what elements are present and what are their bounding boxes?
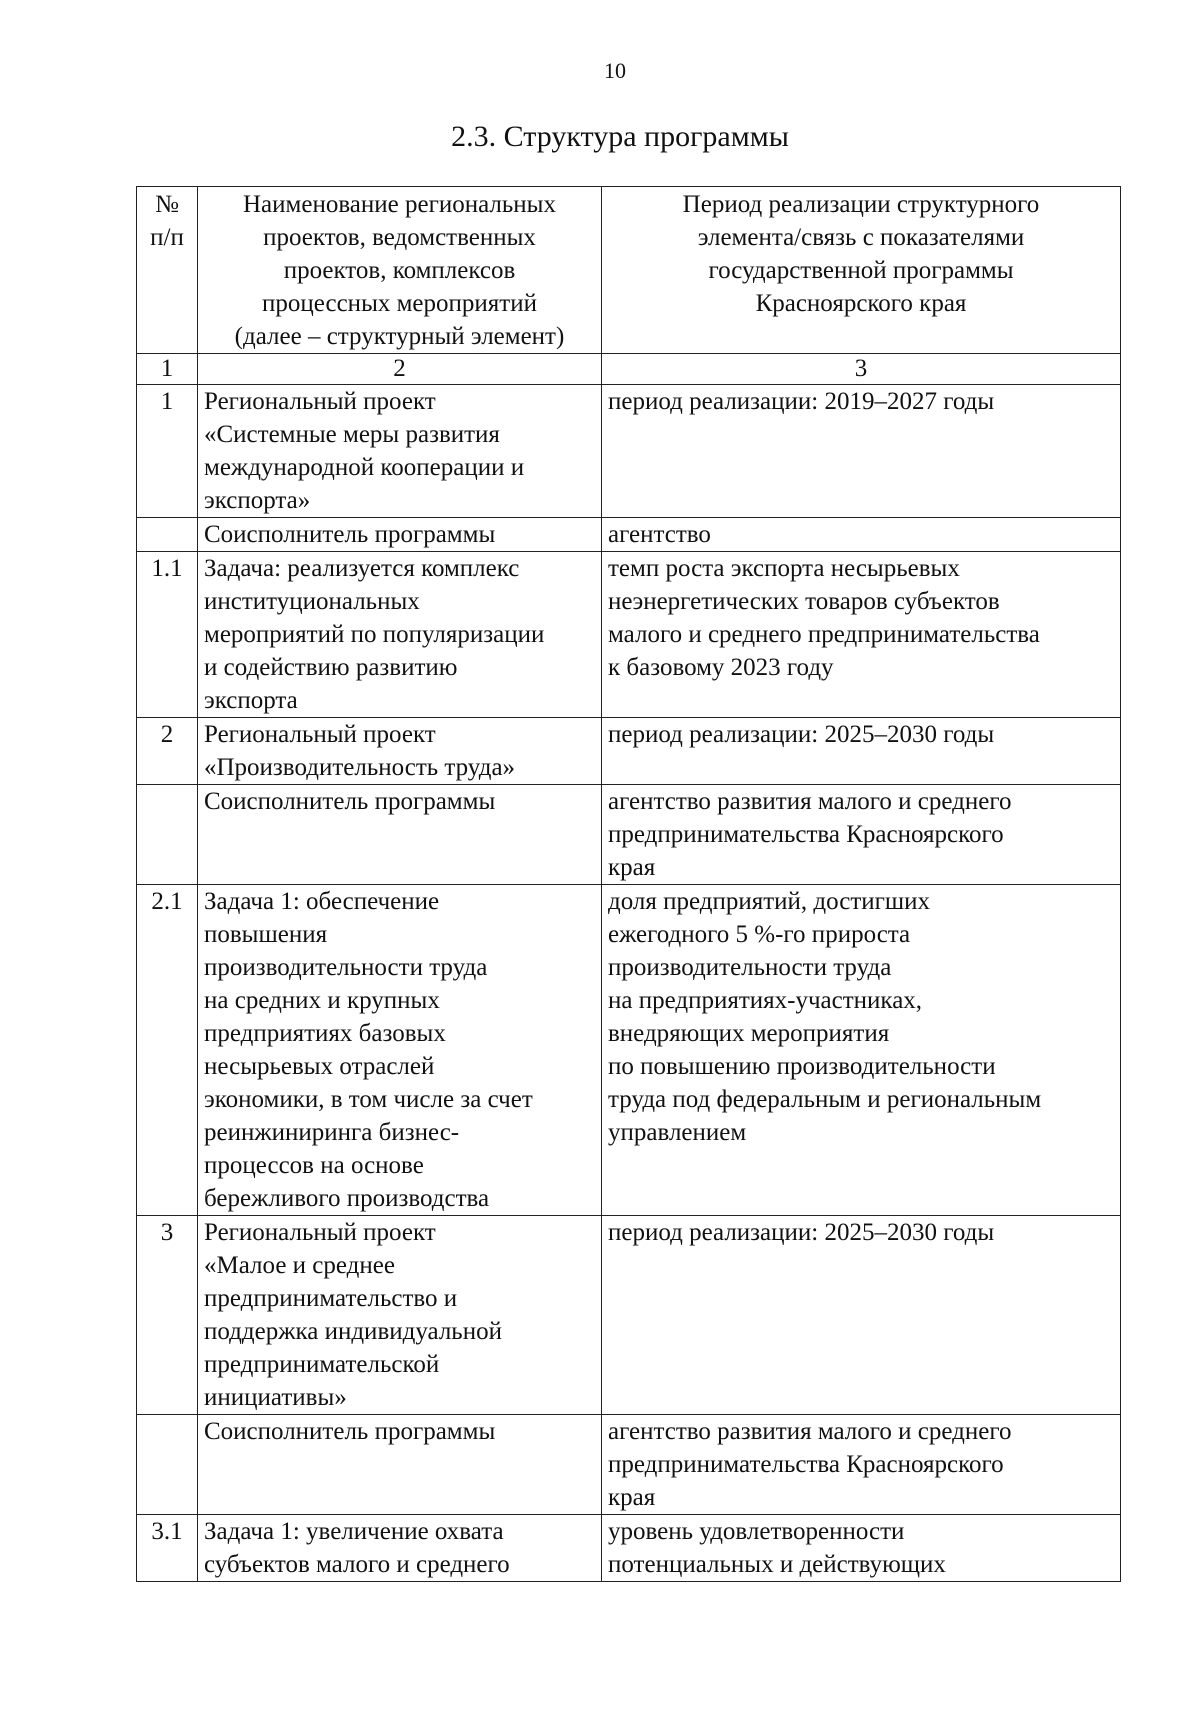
row-number: 3 [137, 1216, 198, 1415]
period-cell: период реализации: 2019–2027 годы [602, 385, 1121, 518]
table-row [137, 552, 1121, 718]
row-number: 1 [137, 385, 198, 518]
row-number: 2.1 [137, 885, 198, 1216]
element-name-cell: Региональный проект «Производительность труда» [198, 718, 602, 785]
header-number: № п/п [137, 187, 198, 354]
period-cell: агентство [602, 518, 1121, 552]
table-row [137, 518, 1121, 552]
period-cell: период реализации: 2025–2030 годы [602, 718, 1121, 785]
table-row [137, 885, 1121, 1216]
row-number: 3.1 [137, 1515, 198, 1582]
table-header-row [137, 187, 1121, 354]
element-name-cell: Задача 1: увеличение охвата субъектов малого и среднего [198, 1515, 602, 1582]
column-index-2: 2 [198, 354, 602, 385]
table-row [137, 785, 1121, 885]
period-cell: период реализации: 2025–2030 годы [602, 1216, 1121, 1415]
element-name-cell: Региональный проект «Системные меры развития международной кооперации и экспорта» [198, 385, 602, 518]
table-row [137, 1216, 1121, 1415]
row-number [137, 785, 198, 885]
program-structure-table [136, 186, 1121, 1582]
table-row [137, 1515, 1121, 1582]
element-name-cell: Соисполнитель программы [198, 785, 602, 885]
element-name-cell: Региональный проект «Малое и среднее предпринимательство и поддержка индивидуальной предпринимательской инициативы» [198, 1216, 602, 1415]
element-name-cell: Задача 1: обеспечение повышения производительности труда на средних и крупных предприятиях базовых несырьевых отраслей экономики, в том числе за счет реинжиниринга бизнес- процессов на основе бережливого производства [198, 885, 602, 1216]
header-element-name: Наименование региональных проектов, ведомственных проектов, комплексов процессных мероприятий (далее – структурный элемент) [198, 187, 602, 354]
row-number [137, 1415, 198, 1515]
period-cell: темп роста экспорта несырьевых неэнергетических товаров субъектов малого и среднего предпринимательства к базовому 2023 году [602, 552, 1121, 718]
column-index-1: 1 [137, 354, 198, 385]
header-period: Период реализации структурного элемента/связь с показателями государственной программы Красноярского края [602, 187, 1121, 354]
table-row [137, 1415, 1121, 1515]
element-name-cell: Соисполнитель программы [198, 518, 602, 552]
column-index-3: 3 [602, 354, 1121, 385]
section-title: 2.3. Структура программы [451, 120, 789, 153]
element-name-cell: Соисполнитель программы [198, 1415, 602, 1515]
element-name-cell: Задача: реализуется комплекс институциональных мероприятий по популяризации и содействию развитию экспорта [198, 552, 602, 718]
period-cell: доля предприятий, достигших ежегодного 5 %-го прироста производительности труда на предприятиях-участниках, внедряющих мероприятия по повышению производительности труда под федеральным и региональным управлением [602, 885, 1121, 1216]
column-index-row [137, 354, 1121, 385]
period-cell: агентство развития малого и среднего предпринимательства Красноярского края [602, 1415, 1121, 1515]
row-number: 1.1 [137, 552, 198, 718]
table-row [137, 385, 1121, 518]
period-cell: уровень удовлетворенности потенциальных и действующих [602, 1515, 1121, 1582]
table-row [137, 718, 1121, 785]
row-number [137, 518, 198, 552]
row-number: 2 [137, 718, 198, 785]
page-number: 10 [604, 58, 626, 83]
period-cell: агентство развития малого и среднего предпринимательства Красноярского края [602, 785, 1121, 885]
